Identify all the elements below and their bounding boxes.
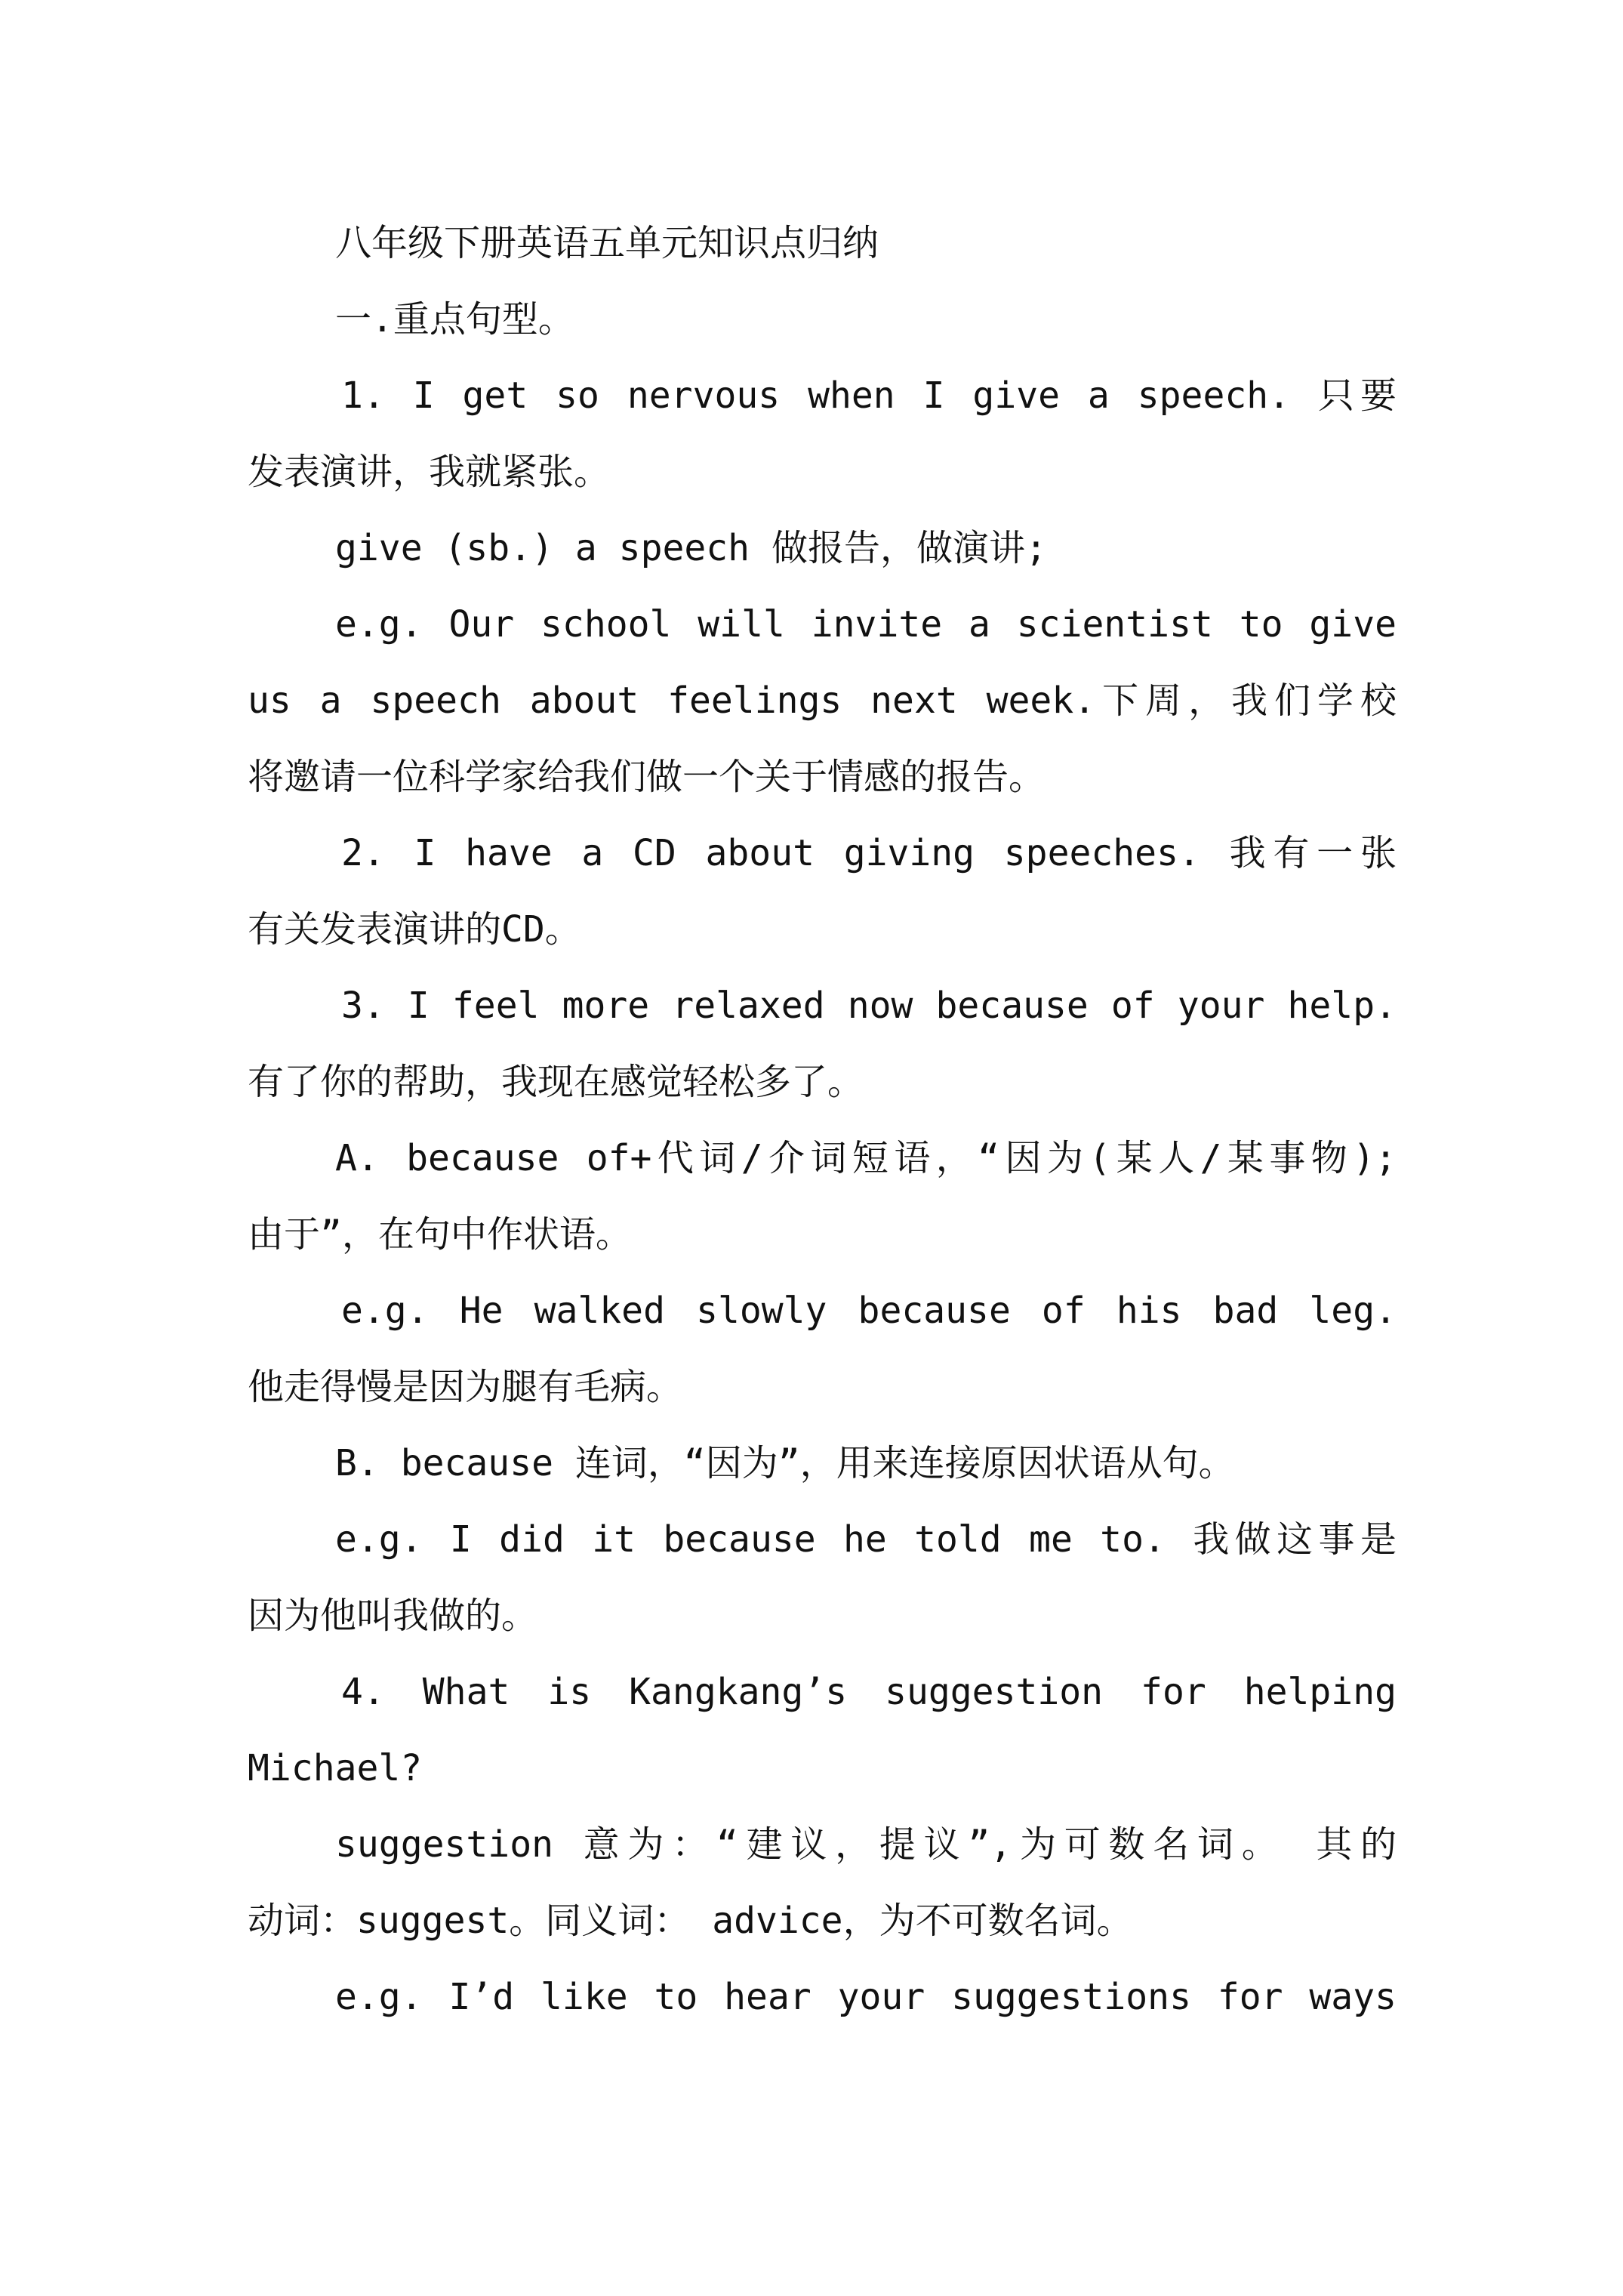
text-line: 将邀请一位科学家给我们做一个关于情感的报告。 bbox=[248, 756, 1046, 798]
text-line: 有关发表演讲的CD。 bbox=[248, 908, 581, 951]
section-heading: 一.重点句型。 bbox=[335, 298, 574, 341]
text-line: 发表演讲，我就紧张。 bbox=[248, 451, 611, 493]
text-line: Michael? bbox=[248, 1747, 423, 1789]
text-line: 因为他叫我做的。 bbox=[248, 1595, 538, 1637]
text-line: A. because of+代词/介词短语，“因为(某人/某事物); bbox=[335, 1137, 1397, 1179]
text-line: 4. What is Kangkang’s suggestion for helping bbox=[341, 1671, 1397, 1713]
text-line: 由于”，在句中作状语。 bbox=[248, 1213, 632, 1256]
text-line: e.g. He walked slowly because of his bad leg. bbox=[341, 1290, 1397, 1332]
text-line: give (sb.) a speech 做报告，做演讲; bbox=[335, 527, 1047, 569]
text-line: e.g. Our school will invite a scientist to give bbox=[335, 603, 1397, 646]
text-line: B. because 连词，“因为”，用来连接原因状语从句。 bbox=[335, 1442, 1235, 1484]
document-body bbox=[248, 205, 1397, 2036]
text-line: 有了你的帮助，我现在感觉轻松多了。 bbox=[248, 1061, 864, 1103]
text-line: e.g. I’d like to hear your suggestions for ways bbox=[335, 1976, 1397, 2018]
text-line: 动词：suggest。同义词： advice，为不可数名词。 bbox=[248, 1900, 1133, 1942]
text-line: 他走得慢是因为腿有毛病。 bbox=[248, 1366, 683, 1408]
document-title: 八年级下册英语五单元知识点归纳 bbox=[335, 222, 879, 264]
text-line: e.g. I did it because he told me to. 我做这事是 bbox=[335, 1518, 1397, 1561]
text-line: 2. I have a CD about giving speeches. 我有一张 bbox=[341, 832, 1397, 874]
text-line: us a speech about feelings next week.下周，我们学校 bbox=[248, 680, 1397, 722]
text-line: 1. I get so nervous when I give a speech. 只要 bbox=[341, 374, 1397, 417]
text-line: suggestion 意为：“建议，提议”,为可数名词。 其的 bbox=[335, 1823, 1397, 1866]
text-line: 3. I feel more relaxed now because of your help. bbox=[341, 985, 1397, 1027]
